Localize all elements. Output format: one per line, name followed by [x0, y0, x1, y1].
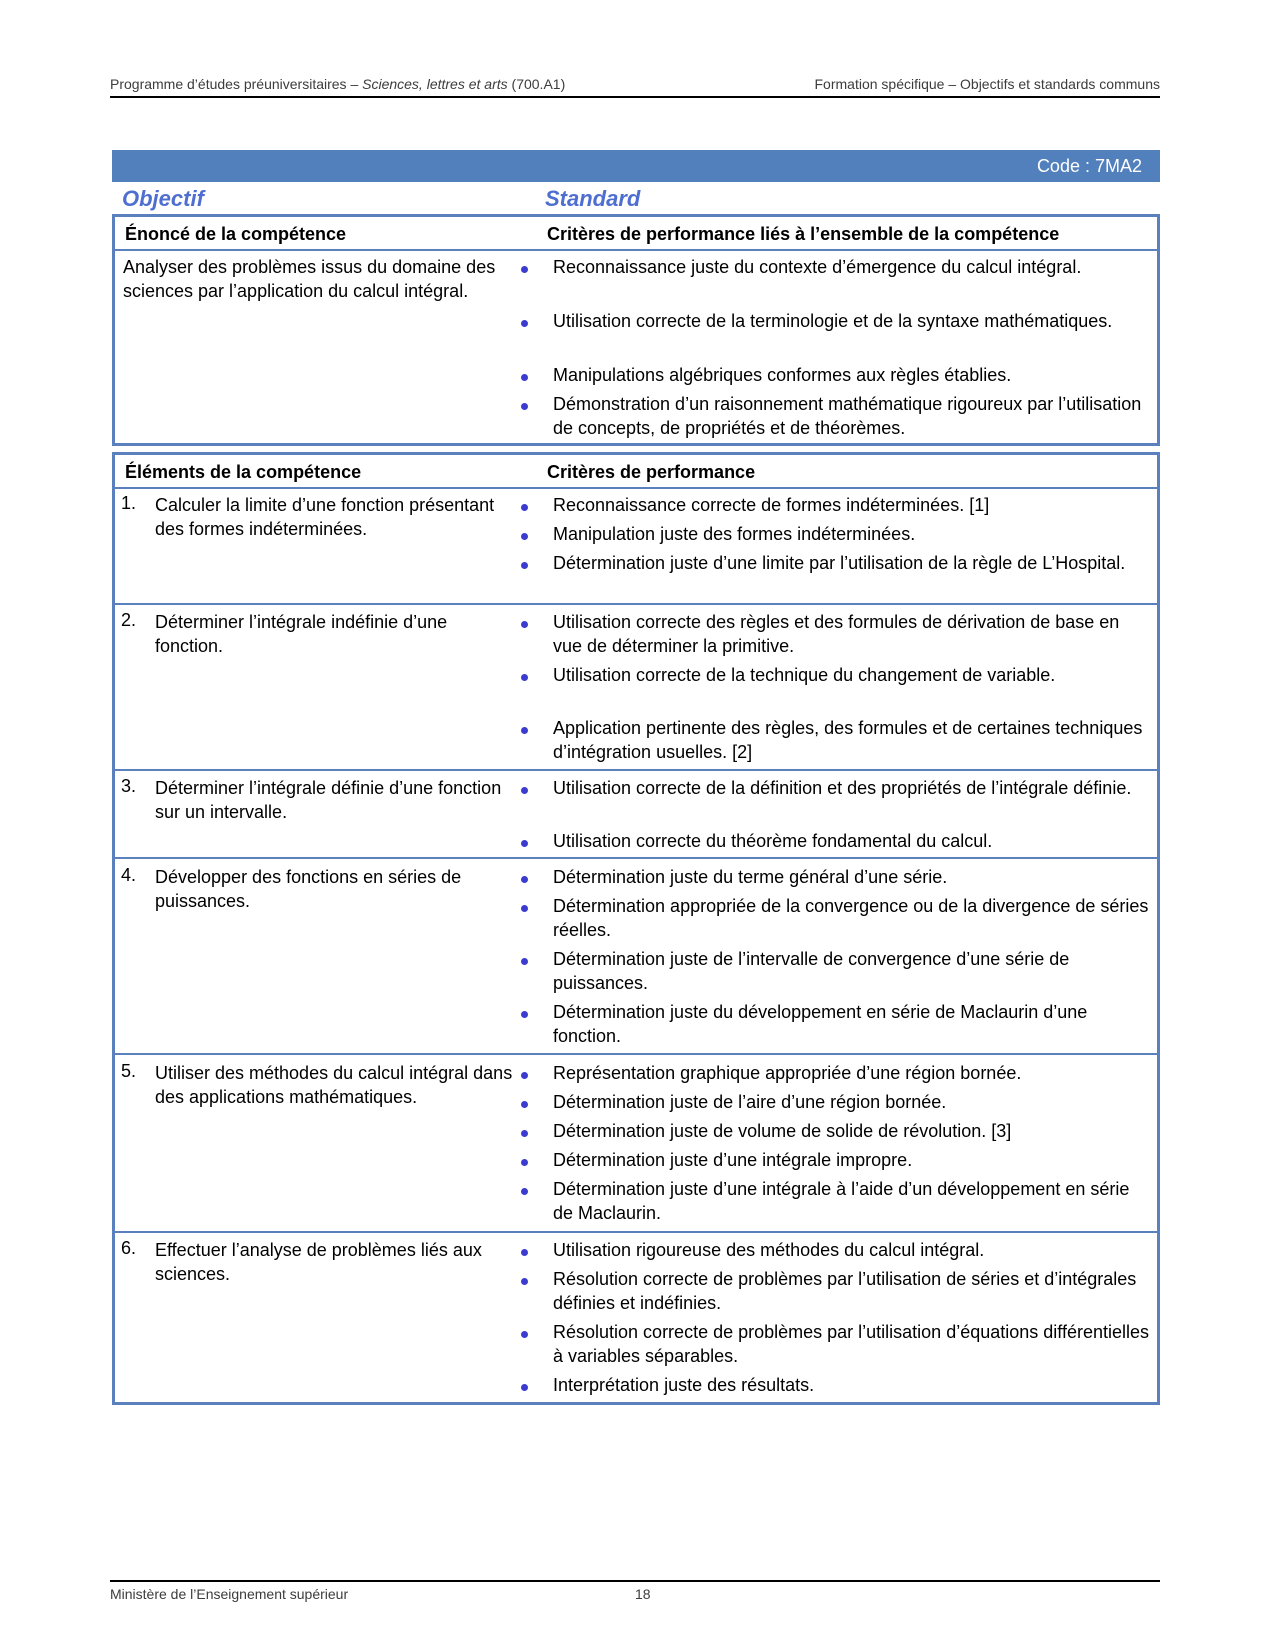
- bullet-icon: [521, 905, 528, 912]
- criterion: Utilisation correcte de la terminologie et de la syntaxe mathématiques.: [553, 309, 1153, 333]
- criterion: Utilisation correcte de la technique du changement de variable.: [553, 663, 1153, 687]
- bullet-icon: [521, 1072, 528, 1079]
- competence-header-right: Critères de performance liés à l’ensemble de la compétence: [547, 224, 1060, 244]
- bullet-icon: [521, 533, 528, 540]
- element-row-2: [115, 603, 1157, 771]
- criterion: Utilisation correcte des règles et des formules de dérivation de base en vue de déterminer la primitive.: [553, 610, 1153, 658]
- bullet-icon: [521, 674, 528, 681]
- bullet-icon: [521, 1249, 528, 1256]
- criterion: Détermination juste du développement en série de Maclaurin d’une fonction.: [553, 1000, 1153, 1048]
- course-code: Code : 7MA2: [1036, 156, 1142, 176]
- criterion: Détermination juste d’une limite par l’utilisation de la règle de L’Hospital.: [553, 551, 1153, 575]
- bullet-icon: [521, 266, 528, 273]
- element-row-1: [115, 487, 1157, 605]
- footer-ministry: Ministère de l’Enseignement supérieur: [110, 1586, 349, 1602]
- element-row-6: [115, 1231, 1157, 1402]
- bullet-icon: [521, 840, 528, 847]
- bullet-icon: [521, 787, 528, 794]
- bullet-icon: [521, 1159, 528, 1166]
- criterion: Utilisation correcte du théorème fondamental du calcul.: [553, 829, 1153, 853]
- criterion: Détermination juste de l’aire d’une région bornée.: [553, 1090, 1153, 1114]
- bullet-icon: [521, 1101, 528, 1108]
- bullet-icon: [521, 1384, 528, 1391]
- criterion: Reconnaissance correcte de formes indéterminées. [1]: [553, 493, 1153, 517]
- competence-statement: Analyser des problèmes issus du domaine des sciences par l’application du calcul intégral.: [123, 257, 496, 301]
- bullet-icon: [521, 621, 528, 628]
- bullet-icon: [521, 958, 528, 965]
- criterion: Détermination juste de volume de solide de révolution. [3]: [553, 1119, 1153, 1143]
- criterion: Résolution correcte de problèmes par l’utilisation d’équations différentielles à variables séparables.: [553, 1320, 1153, 1368]
- bullet-icon: [521, 374, 528, 381]
- bullet-icon: [521, 320, 528, 327]
- running-head: [110, 74, 1160, 98]
- bullet-icon: [521, 727, 528, 734]
- element-row-3: [115, 769, 1157, 859]
- bullet-icon: [521, 504, 528, 511]
- code-bar: [112, 150, 1160, 182]
- criterion: Utilisation correcte de la définition et des propriétés de l’intégrale définie.: [553, 776, 1153, 800]
- element-text: Déterminer l’intégrale indéfinie d’une fonction.: [155, 612, 448, 656]
- elements-header-right: Critères de performance: [547, 462, 756, 482]
- page-footer: [110, 1580, 1160, 1602]
- competence-header-left: Énoncé de la compétence: [125, 224, 347, 244]
- bullet-icon: [521, 876, 528, 883]
- running-head-right: Formation spécifique – Objectifs et standards communs: [814, 76, 1160, 92]
- competence-table: [112, 214, 1160, 446]
- element-row-4: [115, 857, 1157, 1055]
- element-number: 4.: [121, 865, 137, 885]
- criterion: Interprétation juste des résultats.: [553, 1373, 1153, 1397]
- bullet-icon: [521, 1331, 528, 1338]
- bullet-icon: [521, 1130, 528, 1137]
- element-text: Déterminer l’intégrale définie d’une fonction sur un intervalle.: [155, 778, 502, 822]
- criterion: Reconnaissance juste du contexte d’émergence du calcul intégral.: [553, 255, 1153, 279]
- element-text: Effectuer l’analyse de problèmes liés aux sciences.: [155, 1240, 482, 1284]
- criterion: Détermination juste d’une intégrale impropre.: [553, 1148, 1153, 1172]
- element-number: 2.: [121, 610, 137, 630]
- bullet-icon: [521, 1188, 528, 1195]
- criterion: Détermination juste de l’intervalle de convergence d’une série de puissances.: [553, 947, 1153, 995]
- element-number: 1.: [121, 493, 137, 513]
- elements-table: [112, 452, 1160, 1405]
- criterion: Détermination appropriée de la convergence ou de la divergence de séries réelles.: [553, 894, 1153, 942]
- bullet-icon: [521, 1011, 528, 1018]
- running-head-left: Programme d’études préuniversitaires – Sciences, lettres et arts (700.A1): [110, 76, 566, 92]
- criterion: Détermination juste d’une intégrale à l’aide d’un développement en série de Maclaurin.: [553, 1177, 1153, 1225]
- standard-heading: Standard: [545, 186, 641, 211]
- competence-row: [115, 249, 1157, 443]
- criterion: Application pertinente des règles, des formules et de certaines techniques d’intégration usuelles. [2]: [553, 716, 1153, 764]
- bullet-icon: [521, 562, 528, 569]
- element-number: 3.: [121, 776, 137, 796]
- bullet-icon: [521, 403, 528, 410]
- criterion: Représentation graphique appropriée d’une région bornée.: [553, 1061, 1153, 1085]
- elements-header-left: Éléments de la compétence: [125, 462, 362, 482]
- element-row-5: [115, 1053, 1157, 1233]
- element-text: Calculer la limite d’une fonction présentant des formes indéterminées.: [155, 495, 495, 539]
- element-text: Développer des fonctions en séries de puissances.: [155, 867, 462, 911]
- element-text: Utiliser des méthodes du calcul intégral dans des applications mathématiques.: [155, 1063, 513, 1107]
- criterion: Utilisation rigoureuse des méthodes du calcul intégral.: [553, 1238, 1153, 1262]
- criterion: Manipulation juste des formes indéterminées.: [553, 522, 1153, 546]
- element-number: 5.: [121, 1061, 137, 1081]
- objective-heading: Objectif: [122, 186, 204, 211]
- criterion: Résolution correcte de problèmes par l’utilisation de séries et d’intégrales définies et indéfinies.: [553, 1267, 1153, 1315]
- page-number: 18: [635, 1586, 651, 1602]
- criterion: Détermination juste du terme général d’une série.: [553, 865, 1153, 889]
- element-number: 6.: [121, 1238, 137, 1258]
- bullet-icon: [521, 1278, 528, 1285]
- criterion: Démonstration d’un raisonnement mathématique rigoureux par l’utilisation de concepts, de propriétés et de théorèmes.: [553, 392, 1153, 440]
- criterion: Manipulations algébriques conformes aux règles établies.: [553, 363, 1153, 387]
